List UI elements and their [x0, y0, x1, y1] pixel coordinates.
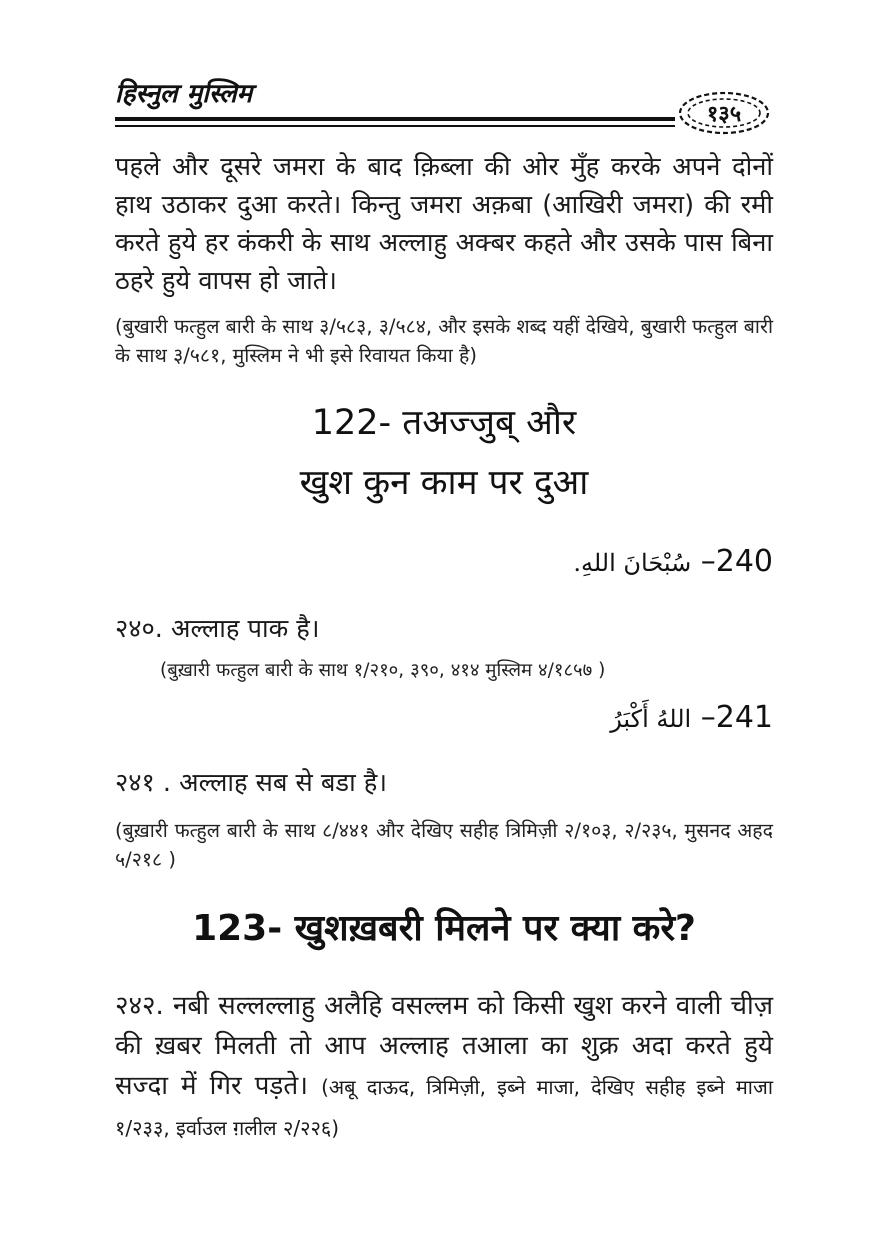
header-rule-thin — [115, 125, 675, 127]
dua-241-separator: – — [700, 700, 716, 735]
dua-241-ref-block — [115, 816, 773, 874]
dua-241-translation: २४१ . अल्लाह सब से बडा है। — [115, 768, 387, 798]
page-number-badge — [675, 88, 773, 138]
dua-240-arabic: سُبْحَانَ اللهِ. — [573, 549, 692, 577]
dua-241-arabic: اللهُ أَكْبَرُ — [610, 705, 692, 733]
para-242-reference: (अबू दाऊद, त्रिमिज़ी, इब्ने माजा, देखिए सहीह इब्ने माजा १/२३३, इर्वाउल ग़लील २/२२६) — [115, 1075, 773, 1140]
para-242 — [115, 986, 773, 1148]
dua-240-reference: (बुख़ारी फत्हुल बारी के साथ १/२१०, ३९०, ४१४ मुस्लिम ४/१८५७ ) — [160, 660, 606, 681]
section-122-heading-line1: 122- तअज्जुब् और — [311, 403, 577, 443]
dua-241-number: 241 — [715, 700, 773, 735]
header-rule-thick — [115, 117, 675, 121]
dua-240-separator: – — [700, 544, 716, 579]
dua-241-reference: (बुख़ारी फत्हुल बारी के साथ ८/४४१ और देखिए सहीह त्रिमिज़ी २/१०३, २/२३५, मुसनद अहद ५/२१८ ) — [115, 819, 773, 871]
section-122-heading-line2: खुश कुन काम पर दुआ — [299, 463, 589, 503]
dua-240-translation: २४०. अल्लाह पाक है। — [115, 614, 320, 644]
dua-241-line — [115, 700, 773, 735]
top-paragraph-block — [115, 148, 773, 300]
book-title: हिस्नुल मुस्लिम — [115, 79, 253, 109]
page-header — [115, 70, 775, 140]
dua-241-translation-block — [115, 764, 773, 802]
dua-240-line — [115, 544, 773, 579]
para-242-block — [115, 986, 773, 1148]
page-number: १३५ — [706, 102, 742, 127]
dua-240-ref-block — [160, 656, 775, 685]
section-123-heading: 123- खुशख़बरी मिलने पर क्या करे? — [192, 908, 696, 949]
body-paragraph: पहले और दूसरे जमरा के बाद क़िब्ला की ओर मुँह करके अपने दोनों हाथ उठाकर दुआ करते। किन्तु जमरा अक़बा (आखिरी जमरा) की रमी करते हुये हर कंकरी के साथ अल्लाहु अक्बर कहते और उसके पास बिना ठहरे हुये वापस हो जाते। — [115, 152, 773, 296]
dua-240-number: 240 — [715, 544, 773, 579]
reference-text: (बुखारी फत्हुल बारी के साथ ३/५८३, ३/५८४, और इसके शब्द यहीं देखिये, बुखारी फत्हुल बारी के साथ ३/५८१, मुस्लिम ने भी इसे रिवायत किया है) — [115, 315, 773, 367]
top-reference-block — [115, 312, 773, 370]
para-242-text: २४२. नबी सल्लल्लाहु अलैहि वसल्लम को किसी खुश करने वाली चीज़ की ख़बर मिलती तो आप अल्लाह तआला का शुक्र अदा करते हुये सज्दा में गिर पड़ते। — [115, 991, 773, 1101]
dua-240-translation-block — [115, 610, 773, 648]
